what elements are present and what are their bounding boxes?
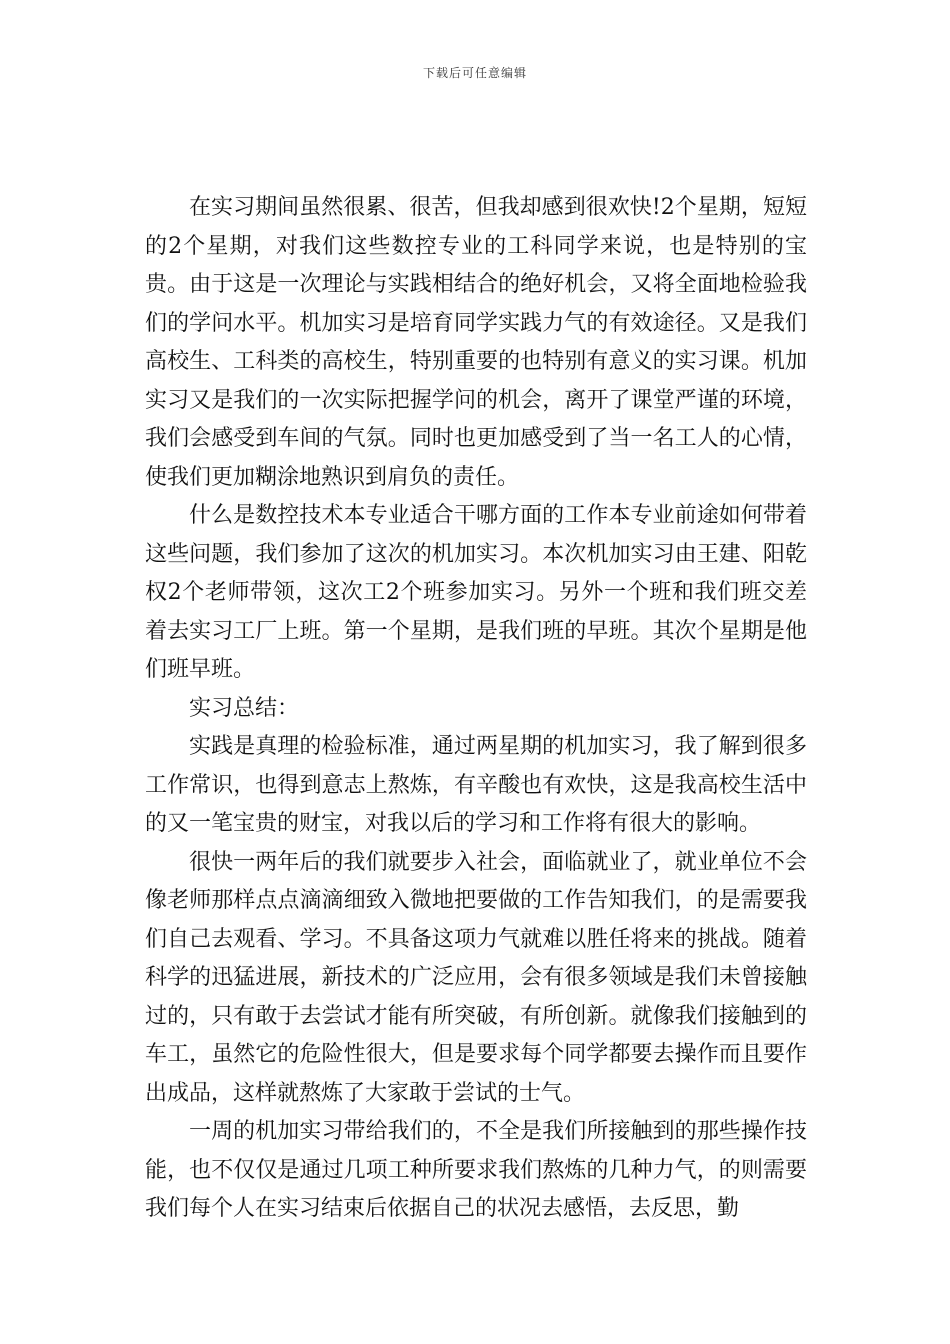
paragraph-practice-truth: 实践是真理的检验标准，通过两星期的机加实习，我了解到很多工作常识，也得到意志上熬炼，有辛酸也有欢快，这是我高校生活中的又一笔宝贵的财宝，对我以后的学习和工作将有很大的影响。 — [145, 734, 807, 836]
document-body — [145, 189, 807, 1229]
paragraph-internship-experience: 在实习期间虽然很累、很苦，但我却感到很欢快!2个星期，短短的2个星期，对我们这些数控专业的工科同学来说，也是特别的宝贵。由于这是一次理论与实践相结合的绝好机会，又将全面地检验我们的学问水平。机加实习是培育同学实践力气的有效途径。又是我们高校生、工科类的高校生，特别重要的也特别有意义的实习课。机加实习又是我们的一次实际把握学问的机会，离开了课堂严谨的环境，我们会感受到车间的气氛。同时也更加感受到了当一名工人的心情，使我们更加糊涂地熟识到肩负的责任。 — [145, 195, 807, 490]
paragraph-internship-intro: 什么是数控技术本专业适合干哪方面的工作本专业前途如何带着这些问题，我们参加了这次的机加实习。本次机加实习由王建、阳乾权2个老师带领，这次工2个班参加实习。另外一个班和我们班交差着去实习工厂上班。第一个星期，是我们班的早班。其次个星期是他们班早班。 — [145, 503, 807, 682]
page-header: 下载后可任意编辑 — [422, 66, 527, 80]
paragraph-week-reflection: 一周的机加实习带给我们的，不全是我们所接触到的那些操作技能，也不仅仅是通过几项工种所要求我们熬炼的几种力气，的则需要我们每个人在实习结束后依据自己的状况去感悟，去反思，勤 — [145, 1119, 807, 1221]
paragraph-future-employment: 很快一两年后的我们就要步入社会，面临就业了，就业单位不会像老师那样点点滴滴细致入微地把要做的工作告知我们，的是需要我们自己去观看、学习。不具备这项力气就难以胜任将来的挑战。随着科学的迅猛进展，新技术的广泛应用，会有很多领域是我们未曾接触过的，只有敢于去尝试才能有所突破，有所创新。就像我们接触到的车工，虽然它的危险性很大，但是要求每个同学都要去操作而且要作出成品，这样就熬炼了大家敢于尝试的士气。 — [145, 849, 807, 1106]
section-heading-summary: 实习总结： — [189, 695, 300, 721]
